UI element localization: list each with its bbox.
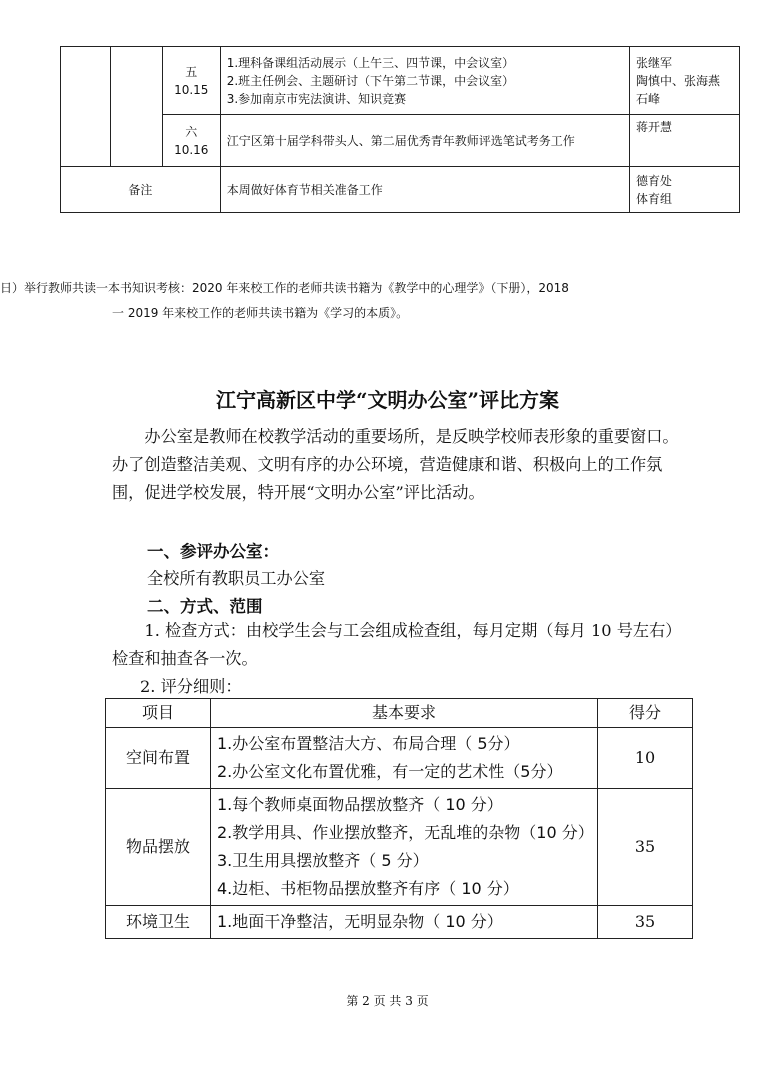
schedule-row: [61, 47, 740, 115]
score-row: [106, 728, 693, 789]
date-label: 10.15: [174, 82, 209, 97]
requirement-item: 2.教学用具、作业摆放整齐，无乱堆的杂物（10 分）: [217, 823, 594, 842]
header-cell: 得分: [598, 699, 693, 728]
day-label: 五: [185, 64, 198, 79]
items-cell: [220, 47, 629, 115]
person-name: 石峰: [636, 91, 661, 106]
header-cell: 项目: [106, 699, 211, 728]
section1-text: 全校所有教职员工办公室: [147, 569, 326, 588]
schedule-blank-cell: [61, 47, 111, 167]
requirement-item: 1.地面干净整洁，无明显杂物（ 10 分）: [217, 912, 503, 931]
requirement-item: 4.边柜、书柜物品摆放整齐有序（ 10 分）: [217, 879, 519, 898]
section2-item1: 1. 检查方式：由校学生会与工会组成检查组，每月定期（每月 10 号左右）检查和抽查各一次。: [112, 621, 682, 668]
remark-text: 本周做好体育节相关准备工作: [220, 167, 629, 213]
requirement-item: 2.办公室文化布置优雅，有一定的艺术性（5分）: [217, 762, 563, 781]
schedule-item: 2.班主任例会、主题研讨（下午第二节课，中会议室）: [226, 73, 515, 88]
schedule-item: 1.理科备课组活动展示（上午三、四节课，中会议室）: [226, 55, 515, 70]
intro-paragraph: 办公室是教师在校教学活动的重要场所，是反映学校师表形象的重要窗口。办了创造整洁美观、文明有序的办公环境，营造健康和谐、积极向上的工作氛围，促进学校发展，特开展“文明办公室”评比活动。: [112, 427, 679, 502]
score-header-row: [106, 699, 693, 728]
day-label: 六: [185, 124, 198, 139]
category-cell: 物品摆放: [106, 789, 211, 906]
schedule-blank-cell: [110, 47, 162, 167]
category-cell: 空间布置: [106, 728, 211, 789]
schedule-item: 3.参加南京市宪法演讲、知识竞赛: [226, 91, 407, 106]
requirements-cell: [211, 789, 598, 906]
requirements-cell: [211, 906, 598, 939]
schedule-item: 江宁区第十届学科带头人、第二届优秀青年教师评选笔试考务工作: [226, 133, 575, 148]
schedule-table: [60, 46, 740, 213]
schedule-row: [61, 115, 740, 167]
requirement-item: 3.卫生用具摆放整齐（ 5 分）: [217, 851, 429, 870]
person-cell: [630, 115, 740, 167]
page-footer: 第 2 页 共 3 页: [346, 994, 429, 1008]
person-name: 陶慎中、张海燕: [636, 73, 721, 88]
day-cell: [162, 47, 220, 115]
score-cell: 10: [598, 728, 693, 789]
remark-person-cell: [630, 167, 740, 213]
person-name: 蒋开慧: [636, 120, 673, 134]
requirement-item: 1.每个教师桌面物品摆放整齐（ 10 分）: [217, 795, 503, 814]
requirement-item: 1.办公室布置整洁大方、布局合理（ 5分）: [217, 734, 520, 753]
score-cell: 35: [598, 906, 693, 939]
header-cell: 基本要求: [211, 699, 598, 728]
score-cell: 35: [598, 789, 693, 906]
remark-row: [61, 167, 740, 213]
note-line: 一 2019 年来校工作的老师共读书籍为《学习的本质》。: [112, 306, 409, 320]
score-table: [105, 698, 693, 939]
date-label: 10.16: [174, 142, 209, 157]
person-cell: [630, 47, 740, 115]
section2-heading: 二、方式、范围: [147, 597, 263, 616]
person-name: 体育组: [636, 191, 673, 206]
section1-heading: 一、参评办公室：: [147, 542, 279, 561]
person-name: 张继军: [636, 55, 673, 70]
score-row: [106, 906, 693, 939]
requirements-cell: [211, 728, 598, 789]
note-line: 日）举行教师共读一本书知识考核：2020 年来校工作的老师共读书籍为《教学中的心理学》（下册），2018: [0, 281, 569, 295]
remark-label: 备注: [61, 167, 221, 213]
section2-item2: 2. 评分细则：: [140, 677, 242, 696]
items-cell: [220, 115, 629, 167]
category-cell: 环境卫生: [106, 906, 211, 939]
day-cell: [162, 115, 220, 167]
page-title: 江宁高新区中学“文明办公室”评比方案: [215, 388, 559, 412]
person-name: 德育处: [636, 173, 673, 188]
score-row: [106, 789, 693, 906]
